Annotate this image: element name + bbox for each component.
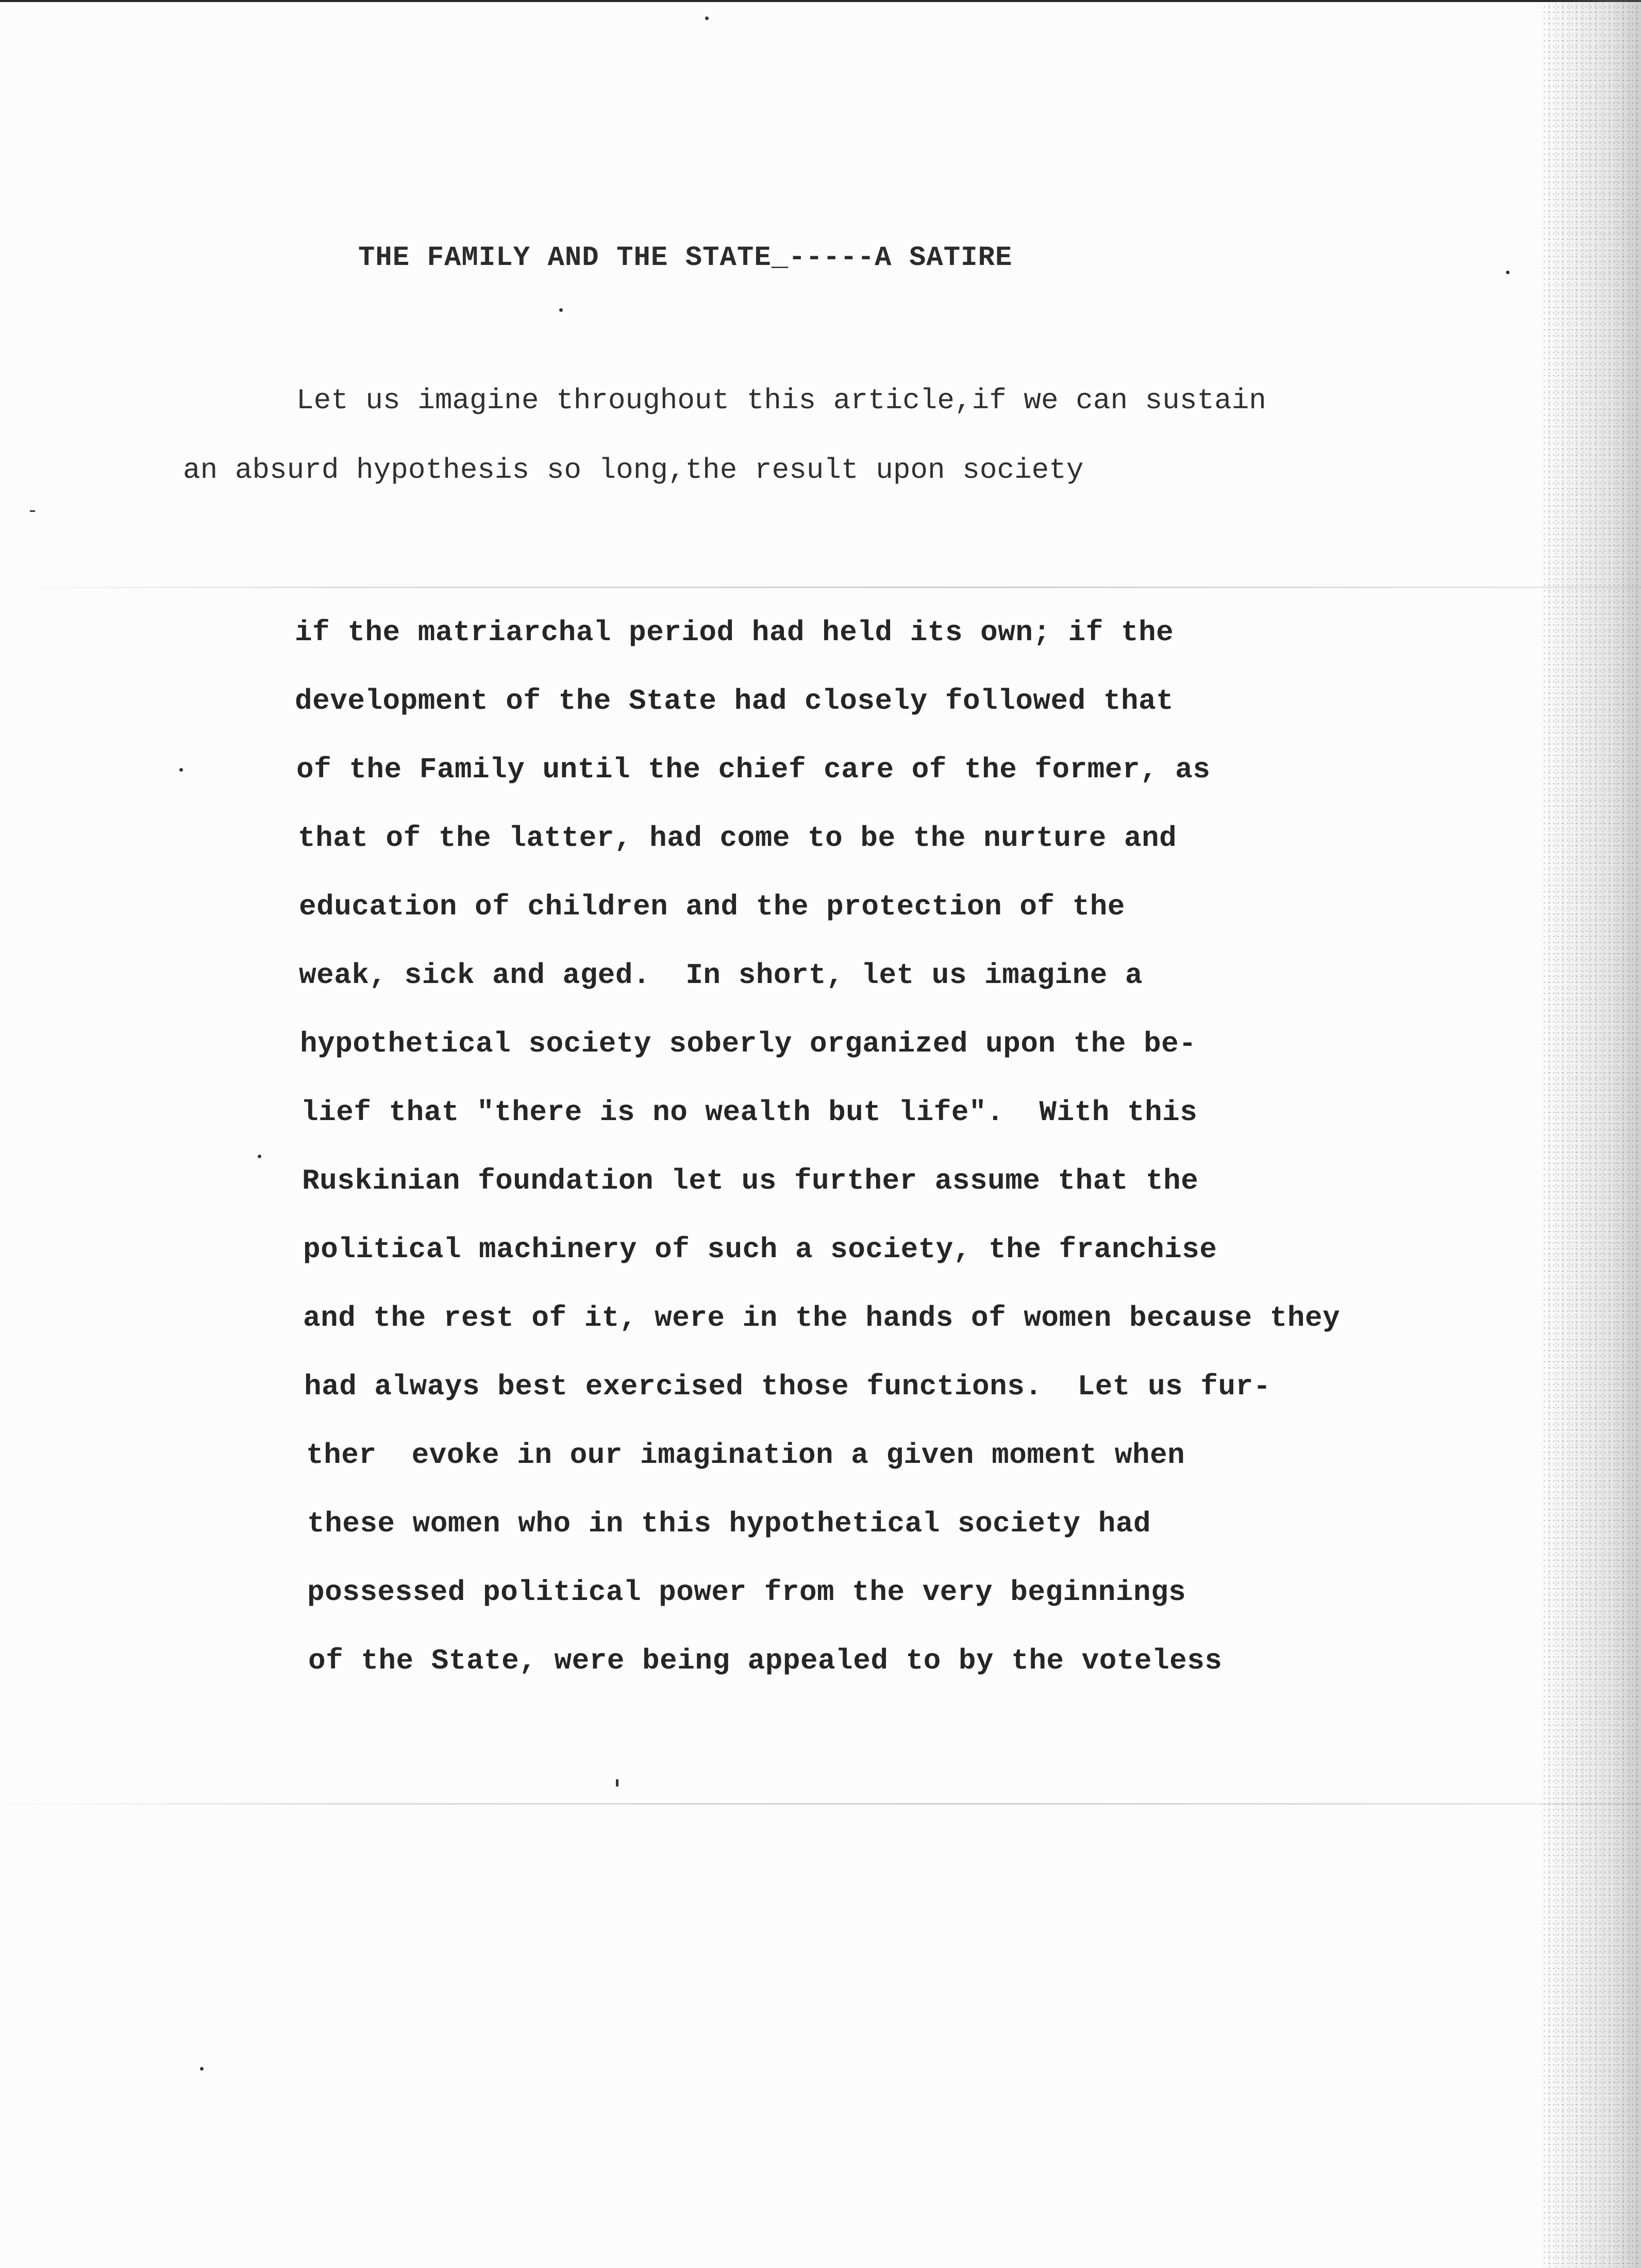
body-line-3: of the Family until the chief care of the former, as <box>296 753 1211 786</box>
body-line-5: education of children and the protection of the <box>299 890 1125 923</box>
body-line-9: Ruskinian foundation let us further assume that the <box>302 1164 1199 1197</box>
body-line-16: of the State, were being appealed to by the voteless <box>308 1644 1223 1677</box>
paste-seam-bottom <box>0 1803 1641 1805</box>
photocopy-edge-noise <box>1543 0 1641 2268</box>
toner-speck <box>616 1779 618 1787</box>
body-line-1: if the matriarchal period had held its own; if the <box>295 616 1174 649</box>
paste-seam-top <box>0 587 1641 588</box>
body-line-10: political machinery of such a society, the franchise <box>303 1233 1217 1266</box>
body-line-11: and the rest of it, were in the hands of women because they <box>303 1302 1341 1335</box>
body-line-4: that of the latter, had come to be the nurture and <box>298 822 1177 855</box>
top-edge-rule <box>0 0 1641 2</box>
body-line-14: these women who in this hypothetical society had <box>307 1507 1151 1540</box>
body-line-6: weak, sick and aged. In short, let us imagine a <box>299 959 1143 992</box>
body-line-12: had always best exercised those functions. Let us fur- <box>304 1370 1271 1403</box>
body-line-2: development of the State had closely followed that <box>295 685 1174 718</box>
body-line-7: hypothetical society soberly organized upon the be- <box>300 1027 1197 1060</box>
toner-speck <box>1506 271 1510 274</box>
toner-speck <box>200 2067 204 2071</box>
body-line-13: ther evoke in our imagination a given moment when <box>306 1439 1185 1472</box>
toner-speck <box>258 1155 261 1158</box>
body-line-15: possessed political power from the very beginnings <box>307 1576 1186 1609</box>
document-title: THE FAMILY AND THE STATE_-----A SATIRE <box>358 242 1013 274</box>
toner-speck <box>705 16 709 20</box>
intro-line-2: an absurd hypothesis so long,the result upon society <box>183 454 1084 487</box>
margin-tick <box>30 510 35 512</box>
intro-line-1: Let us imagine throughout this article,if we can sustain <box>296 384 1266 417</box>
body-line-8: lief that "there is no wealth but life". With this <box>301 1096 1198 1129</box>
toner-speck <box>179 768 183 772</box>
toner-speck <box>559 308 563 312</box>
